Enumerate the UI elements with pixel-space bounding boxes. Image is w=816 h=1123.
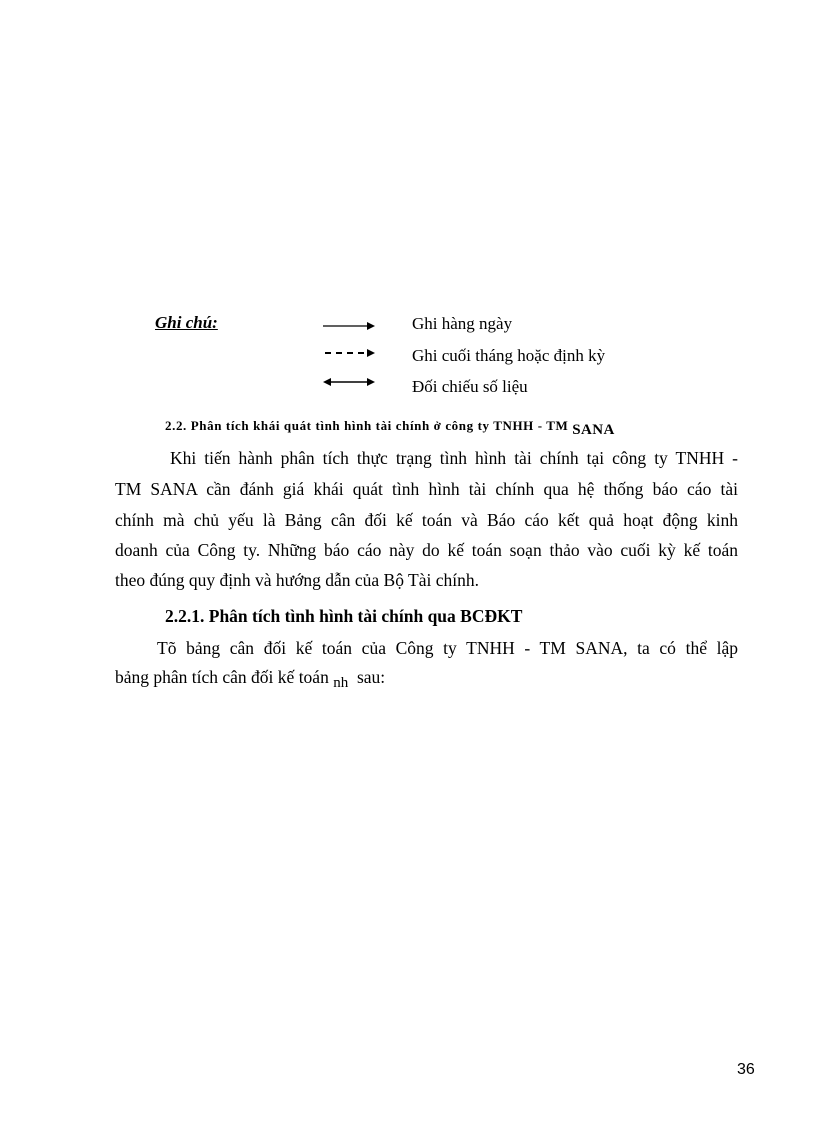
solid-arrow-icon	[323, 319, 375, 333]
legend-item-reconcile: Đối chiếu số liệu	[412, 377, 528, 396]
section-heading	[165, 418, 615, 438]
subsection-heading: 2.2.1. Phân tích tình hình tài chính qua BCĐKT	[165, 606, 523, 626]
section-heading-main: 2.2. Phân tích khái quát tình hình tài chính ở công ty TNHH - TM	[165, 418, 569, 433]
section-heading-tail: SANA	[572, 422, 615, 438]
paragraph-text: bảng phân tích cân đối kế toán	[115, 667, 334, 687]
dashed-arrow-icon	[323, 346, 375, 360]
double-arrow-icon	[323, 375, 375, 389]
legend-item-periodic: Ghi cuối tháng hoặc định kỳ	[412, 346, 606, 365]
paragraph-line: chính mà chủ yếu là Bảng cân đối kế toán và Báo cáo kết quả hoạt động kinh	[115, 510, 738, 530]
paragraph-text: sau:	[348, 667, 386, 687]
paragraph-line: doanh của Công ty. Những báo cáo này do kế toán soạn thảo vào cuối kỳ kế toán	[115, 540, 738, 560]
page-number: 36	[737, 1061, 755, 1078]
legend-item-daily: Ghi hàng ngày	[412, 314, 513, 333]
paragraph-line: Tõ bảng cân đối kế toán của Công ty TNHH - TM SANA, ta có thể lập	[157, 638, 738, 658]
paragraph-text-small: nh	[333, 675, 349, 691]
paragraph-line: TM SANA cần đánh giá khái quát tình hình tài chính qua hệ thống báo cáo tài	[115, 479, 738, 499]
paragraph-line: Khi tiến hành phân tích thực trạng tình hình tài chính tại công ty TNHH -	[170, 448, 738, 468]
paragraph-line	[115, 666, 738, 690]
legend-title: Ghi chú:	[155, 313, 218, 332]
paragraph-line: theo đúng quy định và hướng dẫn của Bộ Tài chính.	[115, 570, 479, 590]
